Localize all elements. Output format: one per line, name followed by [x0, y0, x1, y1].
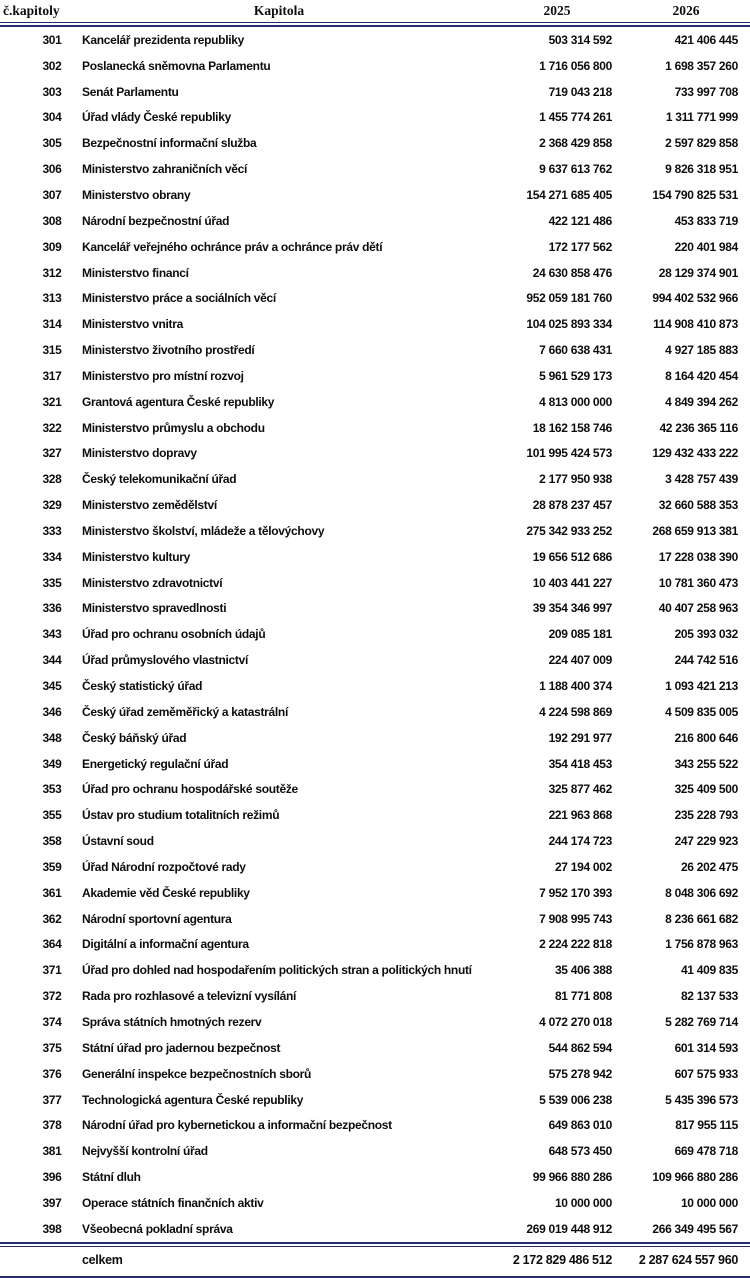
- value-2026: 220 401 984: [674, 239, 738, 254]
- value-2025: 1 716 056 800: [539, 58, 612, 73]
- value-2026: 1 698 357 260: [665, 58, 738, 73]
- chapter-number: 329: [42, 498, 62, 513]
- chapter-name: Ministerstvo spravedlnosti: [82, 601, 227, 616]
- chapter-name: Národní bezpečnostní úřad: [82, 213, 230, 228]
- value-2026: 28 129 374 901: [658, 265, 738, 280]
- table-row: [0, 725, 750, 751]
- table-row: [0, 492, 750, 518]
- value-2026: 216 800 646: [674, 730, 738, 745]
- table-row: [0, 79, 750, 105]
- chapter-number: 358: [42, 834, 62, 849]
- value-2026: 5 282 769 714: [665, 1014, 738, 1029]
- table-body: [0, 27, 750, 1242]
- chapter-name: Úřad pro dohled nad hospodařením politických stran a politických hnutí: [82, 963, 472, 978]
- table-row: [0, 1138, 750, 1164]
- value-2026: 244 742 516: [674, 653, 738, 668]
- chapter-number: 301: [42, 32, 62, 47]
- chapter-number: 374: [42, 1014, 62, 1029]
- value-2025: 952 059 181 760: [526, 291, 612, 306]
- chapter-number: 353: [42, 782, 62, 797]
- table-row: [0, 802, 750, 828]
- value-2026: 42 236 365 116: [659, 420, 738, 435]
- chapter-number: 375: [42, 1040, 62, 1055]
- value-2025: 5 539 006 238: [539, 1092, 612, 1107]
- value-2026: 129 432 433 222: [652, 446, 738, 461]
- table-row: [0, 544, 750, 570]
- table-row: [0, 260, 750, 286]
- value-2025: 19 656 512 686: [532, 549, 612, 564]
- table-row: [0, 208, 750, 234]
- table-row: [0, 1190, 750, 1216]
- chapter-number: 378: [42, 1118, 62, 1133]
- value-2026: 114 908 410 873: [653, 317, 738, 332]
- value-2025: 648 573 450: [548, 1144, 612, 1159]
- value-2025: 354 418 453: [548, 756, 612, 771]
- chapter-number: 348: [42, 730, 62, 745]
- value-2026: 32 660 588 353: [658, 498, 738, 513]
- table-row: [0, 182, 750, 208]
- value-2025: 503 314 592: [548, 32, 612, 47]
- value-2025: 1 188 400 374: [539, 679, 612, 694]
- value-2025: 719 043 218: [548, 84, 612, 99]
- chapter-number: 327: [42, 446, 62, 461]
- chapter-name: Generální inspekce bezpečnostních sborů: [82, 1066, 312, 1081]
- value-2026: 4 509 835 005: [665, 704, 738, 719]
- value-2025: 101 995 424 573: [526, 446, 612, 461]
- chapter-name: Ministerstvo dopravy: [82, 446, 197, 461]
- chapter-number: 307: [42, 187, 62, 202]
- chapter-name: Český telekomunikační úřad: [82, 472, 237, 487]
- value-2026: 669 478 718: [674, 1144, 738, 1159]
- table-row: [0, 1112, 750, 1138]
- table-row: [0, 285, 750, 311]
- chapter-number: 371: [42, 963, 62, 978]
- table-row: [0, 234, 750, 260]
- value-2026: 3 428 757 439: [665, 472, 738, 487]
- value-2026: 2 597 829 858: [665, 136, 738, 151]
- chapter-number: 362: [42, 911, 62, 926]
- value-2026: 109 966 880 286: [652, 1170, 738, 1185]
- table-row: [0, 466, 750, 492]
- table-row: [0, 27, 750, 53]
- column-header-2025: 2025: [543, 3, 571, 18]
- chapter-name: Český statistický úřad: [82, 679, 203, 694]
- chapter-number: 328: [42, 472, 62, 487]
- chapter-name: Národní sportovní agentura: [82, 911, 232, 926]
- chapter-name: Poslanecká sněmovna Parlamentu: [82, 58, 271, 73]
- value-2026: 601 314 593: [674, 1040, 738, 1055]
- chapter-name: Státní dluh: [82, 1170, 141, 1185]
- chapter-name: Ministerstvo životního prostředí: [82, 343, 255, 358]
- chapter-name: Ministerstvo financí: [82, 265, 189, 280]
- chapter-name: Český báňský úřad: [82, 730, 187, 745]
- chapter-name: Energetický regulační úřad: [82, 756, 229, 771]
- value-2026: 1 311 771 999: [665, 110, 738, 125]
- value-2026: 205 393 032: [674, 627, 738, 642]
- chapter-name: Ministerstvo zahraničních věcí: [82, 162, 248, 177]
- chapter-number: 312: [42, 265, 62, 280]
- table-row: [0, 621, 750, 647]
- value-2025: 221 963 868: [548, 808, 612, 823]
- chapter-number: 333: [42, 523, 62, 538]
- value-2025: 28 878 237 457: [532, 498, 612, 513]
- chapter-number: 372: [42, 989, 62, 1004]
- value-2026: 8 236 661 682: [665, 911, 738, 926]
- chapter-name: Úřad průmyslového vlastnictví: [82, 653, 249, 668]
- table-header-row: [0, 0, 750, 22]
- chapter-number: 376: [42, 1066, 62, 1081]
- chapter-number: 361: [42, 885, 62, 900]
- value-2025: 10 403 441 227: [532, 575, 612, 590]
- value-2025: 275 342 933 252: [526, 523, 612, 538]
- table-row: [0, 854, 750, 880]
- chapter-name: Úřad Národní rozpočtové rady: [82, 859, 246, 874]
- value-2025: 18 162 158 746: [532, 420, 612, 435]
- value-2026: 607 575 933: [674, 1066, 738, 1081]
- value-2026: 4 849 394 262: [665, 394, 738, 409]
- value-2025: 4 224 598 869: [539, 704, 612, 719]
- column-header-chapter-no: č.kapitoly: [3, 3, 60, 18]
- chapter-name: Ústavní soud: [82, 834, 154, 849]
- table-row: [0, 880, 750, 906]
- value-2025: 2 224 222 818: [539, 937, 612, 952]
- value-2025: 325 877 462: [548, 782, 612, 797]
- value-2025: 2 368 429 858: [539, 136, 612, 151]
- chapter-number: 397: [42, 1195, 62, 1210]
- table-row: [0, 906, 750, 932]
- table-row: [0, 699, 750, 725]
- chapter-name: Ministerstvo zemědělství: [82, 498, 217, 513]
- chapter-number: 359: [42, 859, 62, 874]
- value-2025: 35 406 388: [554, 963, 612, 978]
- value-2026: 1 093 421 213: [665, 679, 738, 694]
- chapter-number: 313: [42, 291, 62, 306]
- chapter-number: 335: [42, 575, 62, 590]
- chapter-number: 336: [42, 601, 62, 616]
- value-2026: 817 955 115: [675, 1118, 738, 1133]
- table-row: [0, 363, 750, 389]
- value-2026: 247 229 923: [674, 834, 738, 849]
- value-2025: 81 771 808: [554, 989, 612, 1004]
- value-2025: 7 952 170 393: [539, 885, 612, 900]
- value-2025: 9 637 613 762: [539, 162, 612, 177]
- chapter-name: Akademie věd České republiky: [82, 885, 250, 900]
- value-2025: 2 177 950 938: [539, 472, 612, 487]
- chapter-name: Grantová agentura České republiky: [82, 394, 275, 409]
- value-2026: 8 164 420 454: [665, 368, 738, 383]
- value-2026: 10 000 000: [680, 1195, 738, 1210]
- chapter-number: 308: [42, 213, 62, 228]
- value-2025: 4 813 000 000: [539, 394, 612, 409]
- chapter-number: 317: [42, 368, 62, 383]
- value-2025: 192 291 977: [548, 730, 612, 745]
- chapter-name: Úřad pro ochranu osobních údajů: [82, 627, 266, 642]
- chapter-name: Nejvyšší kontrolní úřad: [82, 1144, 208, 1159]
- table-row: [0, 751, 750, 777]
- value-2025: 7 908 995 743: [539, 911, 612, 926]
- value-2025: 649 863 010: [548, 1118, 612, 1133]
- table-row: [0, 776, 750, 802]
- total-row: [0, 1247, 750, 1274]
- chapter-number: 306: [42, 162, 62, 177]
- value-2026: 343 255 522: [674, 756, 738, 771]
- table-row: [0, 1216, 750, 1242]
- table-row: [0, 957, 750, 983]
- chapter-number: 304: [42, 110, 62, 125]
- chapter-name: Rada pro rozhlasové a televizní vysílání: [82, 989, 297, 1004]
- value-2026: 421 406 445: [674, 32, 738, 47]
- value-2026: 8 048 306 692: [665, 885, 738, 900]
- value-2026: 154 790 825 531: [652, 187, 738, 202]
- chapter-number: 398: [42, 1221, 62, 1236]
- table-row: [0, 389, 750, 415]
- table-row: [0, 983, 750, 1009]
- chapter-name: Operace státních finančních aktiv: [82, 1195, 264, 1210]
- value-2026: 453 833 719: [674, 213, 738, 228]
- value-2025: 27 194 002: [554, 859, 612, 874]
- table-row: [0, 130, 750, 156]
- value-2026: 1 756 878 963: [665, 937, 738, 952]
- value-2026: 40 407 258 963: [658, 601, 738, 616]
- chapter-number: 302: [42, 58, 62, 73]
- value-2025: 1 455 774 261: [539, 110, 612, 125]
- chapter-number: 343: [42, 627, 62, 642]
- chapter-number: 364: [42, 937, 62, 952]
- chapter-number: 322: [42, 420, 62, 435]
- value-2025: 575 278 942: [548, 1066, 612, 1081]
- chapter-number: 344: [42, 653, 62, 668]
- value-2026: 994 402 532 966: [652, 291, 738, 306]
- table-row: [0, 1035, 750, 1061]
- chapter-name: Český úřad zeměměřický a katastrální: [82, 704, 288, 719]
- table-row: [0, 441, 750, 467]
- value-2025: 544 862 594: [548, 1040, 612, 1055]
- chapter-number: 381: [42, 1144, 62, 1159]
- value-2026: 10 781 360 473: [658, 575, 738, 590]
- value-2025: 209 085 181: [548, 627, 612, 642]
- value-2026: 266 349 495 567: [652, 1221, 738, 1236]
- table-row: [0, 673, 750, 699]
- value-2025: 99 966 880 286: [532, 1170, 612, 1185]
- table-row: [0, 1009, 750, 1035]
- column-header-chapter: Kapitola: [253, 3, 305, 18]
- value-2025: 24 630 858 476: [532, 265, 612, 280]
- chapter-name: Ministerstvo průmyslu a obchodu: [82, 420, 265, 435]
- table-row: [0, 828, 750, 854]
- total-value-2026: 2 287 624 557 960: [638, 1253, 738, 1268]
- value-2026: 82 137 533: [680, 989, 738, 1004]
- chapter-name: Správa státních hmotných rezerv: [82, 1014, 262, 1029]
- value-2026: 26 202 475: [680, 859, 738, 874]
- table-row: [0, 1087, 750, 1113]
- value-2026: 235 228 793: [674, 808, 738, 823]
- chapter-name: Digitální a informační agentura: [82, 937, 249, 952]
- value-2025: 39 354 346 997: [532, 601, 612, 616]
- chapter-name: Bezpečnostní informační služba: [82, 136, 257, 151]
- value-2025: 422 121 486: [548, 213, 612, 228]
- chapter-name: Ministerstvo práce a sociálních věcí: [82, 291, 276, 306]
- value-2026: 268 659 913 381: [652, 523, 738, 538]
- chapter-number: 377: [42, 1092, 62, 1107]
- value-2025: 4 072 270 018: [539, 1014, 612, 1029]
- value-2026: 17 228 038 390: [658, 549, 738, 564]
- value-2026: 4 927 185 883: [665, 343, 738, 358]
- chapter-number: 314: [42, 317, 62, 332]
- value-2025: 244 174 723: [548, 834, 612, 849]
- chapter-name: Všeobecná pokladní správa: [82, 1221, 233, 1236]
- value-2025: 154 271 685 405: [526, 187, 612, 202]
- chapter-name: Ministerstvo vnitra: [82, 317, 183, 332]
- value-2025: 269 019 448 912: [526, 1221, 612, 1236]
- total-label: celkem: [82, 1253, 123, 1268]
- table-row: [0, 53, 750, 79]
- chapter-number: 349: [42, 756, 62, 771]
- chapter-name: Ministerstvo obrany: [82, 187, 191, 202]
- chapter-number: 305: [42, 136, 62, 151]
- value-2026: 9 826 318 951: [665, 162, 738, 177]
- chapter-name: Ministerstvo kultury: [82, 549, 191, 564]
- chapter-name: Ministerstvo zdravotnictví: [82, 575, 223, 590]
- chapter-name: Kancelář veřejného ochránce práv a ochránce práv dětí: [82, 239, 383, 254]
- chapter-name: Státní úřad pro jadernou bezpečnost: [82, 1040, 281, 1055]
- value-2025: 5 961 529 173: [539, 368, 612, 383]
- table-row: [0, 156, 750, 182]
- table-row: [0, 518, 750, 544]
- table-row: [0, 1164, 750, 1190]
- chapter-name: Ministerstvo školství, mládeže a tělovýchovy: [82, 523, 325, 538]
- table-row: [0, 337, 750, 363]
- chapter-number: 345: [42, 679, 62, 694]
- value-2026: 325 409 500: [674, 782, 738, 797]
- value-2025: 172 177 562: [548, 239, 612, 254]
- chapter-number: 315: [42, 343, 62, 358]
- total-value-2025: 2 172 829 486 512: [512, 1253, 612, 1268]
- column-header-2026: 2026: [672, 3, 700, 18]
- chapter-name: Technologická agentura České republiky: [82, 1092, 304, 1107]
- value-2026: 41 409 835: [680, 963, 738, 978]
- value-2026: 733 997 708: [674, 84, 738, 99]
- table-row: [0, 1061, 750, 1087]
- chapter-name: Ministerstvo pro místní rozvoj: [82, 368, 244, 383]
- chapter-number: 396: [42, 1170, 62, 1185]
- chapter-number: 346: [42, 704, 62, 719]
- table-row: [0, 570, 750, 596]
- table-row: [0, 647, 750, 673]
- chapter-number: 334: [42, 549, 62, 564]
- chapter-number: 303: [42, 84, 62, 99]
- chapter-number: 309: [42, 239, 62, 254]
- table-row: [0, 932, 750, 958]
- chapter-number: 355: [42, 808, 62, 823]
- chapter-name: Ústav pro studium totalitních režimů: [82, 808, 280, 823]
- table-row: [0, 415, 750, 441]
- value-2025: 10 000 000: [554, 1195, 612, 1210]
- table-row: [0, 105, 750, 131]
- chapter-number: 321: [42, 394, 62, 409]
- chapter-name: Úřad pro ochranu hospodářské soutěže: [82, 782, 298, 797]
- value-2025: 7 660 638 431: [539, 343, 612, 358]
- table-row: [0, 311, 750, 337]
- chapter-name: Kancelář prezidenta republiky: [82, 32, 245, 47]
- table-row: [0, 596, 750, 622]
- chapter-name: Senát Parlamentu: [82, 84, 179, 99]
- chapter-name: Národní úřad pro kybernetickou a informační bezpečnost: [82, 1118, 392, 1133]
- value-2026: 5 435 396 573: [665, 1092, 738, 1107]
- value-2025: 104 025 893 334: [526, 317, 612, 332]
- chapter-name: Úřad vlády České republiky: [82, 110, 231, 125]
- value-2025: 224 407 009: [548, 653, 612, 668]
